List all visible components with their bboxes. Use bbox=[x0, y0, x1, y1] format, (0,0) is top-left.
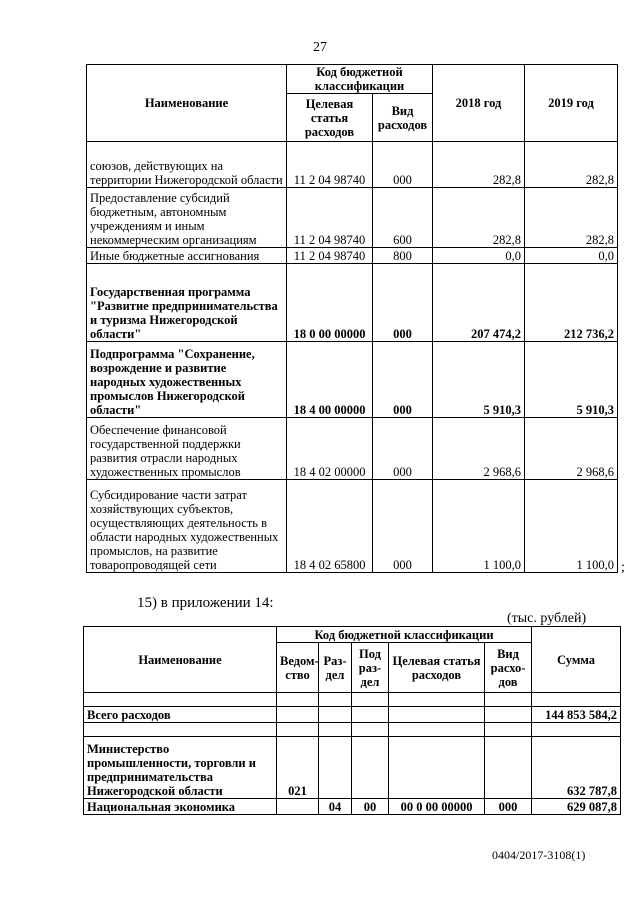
row-target: 18 4 02 00000 bbox=[287, 418, 373, 480]
header-2019: 2019 год bbox=[525, 65, 618, 142]
table-row bbox=[87, 342, 618, 418]
row-type: 000 bbox=[485, 799, 532, 815]
row-2018: 207 474,2 bbox=[433, 264, 525, 342]
row-target: 11 2 04 98740 bbox=[287, 248, 373, 264]
row-section bbox=[319, 707, 352, 723]
row-section: 04 bbox=[319, 799, 352, 815]
table-row bbox=[87, 418, 618, 480]
row-sum: 144 853 584,2 bbox=[532, 707, 621, 723]
row-name: Государственная программа "Развитие предпринимательства и туризма Нижегородской области" bbox=[87, 264, 287, 342]
header-target-item: Целевая статья расходов bbox=[287, 94, 373, 142]
row-2019: 0,0 bbox=[525, 248, 618, 264]
row-2018: 282,8 bbox=[433, 142, 525, 188]
row-name: Субсидирование части затрат хозяйствующих субъектов, осуществляющих деятельность в области народных художественных промыслов, на развитие товаропроводящей сети bbox=[87, 480, 287, 573]
row-sum: 629 087,8 bbox=[532, 799, 621, 815]
header-expense-type: Вид расходов bbox=[373, 94, 433, 142]
row-target: 18 4 00 00000 bbox=[287, 342, 373, 418]
row-2019: 5 910,3 bbox=[525, 342, 618, 418]
row-subsection: 00 bbox=[352, 799, 389, 815]
table-row bbox=[84, 737, 621, 799]
row-name: Министерство промышленности, торговли и предпринимательства Нижегородской области bbox=[84, 737, 277, 799]
row-target: 18 0 00 00000 bbox=[287, 264, 373, 342]
header-target-item: Целевая статья расходов bbox=[389, 643, 485, 693]
row-2018: 1 100,0 bbox=[433, 480, 525, 573]
row-name: Предоставление субсидий бюджетным, автономным учреждениям и иным некоммерческим организациям bbox=[87, 188, 287, 248]
header-department: Ведом-ство bbox=[277, 643, 319, 693]
row-type: 000 bbox=[373, 264, 433, 342]
document-code: 0404/2017-3108(1) bbox=[492, 848, 586, 862]
row-2018: 282,8 bbox=[433, 188, 525, 248]
row-name: союзов, действующих на территории Нижегородской области bbox=[87, 142, 287, 188]
row-2018: 5 910,3 bbox=[433, 342, 525, 418]
page-number: 27 bbox=[313, 40, 327, 55]
appendix-line: 15) в приложении 14: bbox=[137, 595, 274, 611]
row-type bbox=[485, 707, 532, 723]
row-type: 800 bbox=[373, 248, 433, 264]
row-type: 000 bbox=[373, 142, 433, 188]
row-name: Всего расходов bbox=[84, 707, 277, 723]
row-target bbox=[389, 737, 485, 799]
table-row bbox=[84, 707, 621, 723]
row-type: 000 bbox=[373, 480, 433, 573]
table-row bbox=[87, 188, 618, 248]
row-target: 11 2 04 98740 bbox=[287, 188, 373, 248]
row-2019: 2 968,6 bbox=[525, 418, 618, 480]
row-type: 600 bbox=[373, 188, 433, 248]
table-row-empty bbox=[84, 693, 621, 707]
table-row bbox=[87, 248, 618, 264]
header-sum: Сумма bbox=[532, 627, 621, 693]
header-budget-code: Код бюджетной классификации bbox=[287, 65, 433, 94]
row-subsection bbox=[352, 707, 389, 723]
row-type bbox=[485, 737, 532, 799]
row-type: 000 bbox=[373, 418, 433, 480]
row-target: 00 0 00 00000 bbox=[389, 799, 485, 815]
budget-table-appendix-14 bbox=[83, 626, 621, 815]
header-section: Раз-дел bbox=[319, 643, 352, 693]
header-name: Наименование bbox=[84, 627, 277, 693]
row-subsection bbox=[352, 737, 389, 799]
row-dept: 021 bbox=[277, 737, 319, 799]
row-dept bbox=[277, 707, 319, 723]
header-expense-type: Вид расхо-дов bbox=[485, 643, 532, 693]
row-target: 18 4 02 65800 bbox=[287, 480, 373, 573]
header-name: Наименование bbox=[87, 65, 287, 142]
header-budget-code: Код бюджетной классификации bbox=[277, 627, 532, 643]
row-2018: 0,0 bbox=[433, 248, 525, 264]
table-row-empty bbox=[84, 723, 621, 737]
table-row bbox=[87, 480, 618, 573]
row-dept bbox=[277, 799, 319, 815]
row-2018: 2 968,6 bbox=[433, 418, 525, 480]
units-label: (тыс. рублей) bbox=[507, 611, 587, 626]
row-2019: 212 736,2 bbox=[525, 264, 618, 342]
table-row bbox=[84, 799, 621, 815]
trailing-semicolon: ; bbox=[621, 560, 625, 575]
table-row bbox=[87, 142, 618, 188]
budget-table-2018-2019 bbox=[86, 64, 618, 573]
row-2019: 282,8 bbox=[525, 188, 618, 248]
header-subsection: Под раз-дел bbox=[352, 643, 389, 693]
row-name: Иные бюджетные ассигнования bbox=[87, 248, 287, 264]
row-section bbox=[319, 737, 352, 799]
row-type: 000 bbox=[373, 342, 433, 418]
row-target bbox=[389, 707, 485, 723]
row-name: Национальная экономика bbox=[84, 799, 277, 815]
row-target: 11 2 04 98740 bbox=[287, 142, 373, 188]
row-name: Обеспечение финансовой государственной поддержки развития отрасли народных художественных промыслов bbox=[87, 418, 287, 480]
header-2018: 2018 год bbox=[433, 65, 525, 142]
row-2019: 1 100,0 bbox=[525, 480, 618, 573]
table-row bbox=[87, 264, 618, 342]
row-sum: 632 787,8 bbox=[532, 737, 621, 799]
row-2019: 282,8 bbox=[525, 142, 618, 188]
row-name: Подпрограмма "Сохранение, возрождение и развитие народных художественных промыслов Нижегородской области" bbox=[87, 342, 287, 418]
